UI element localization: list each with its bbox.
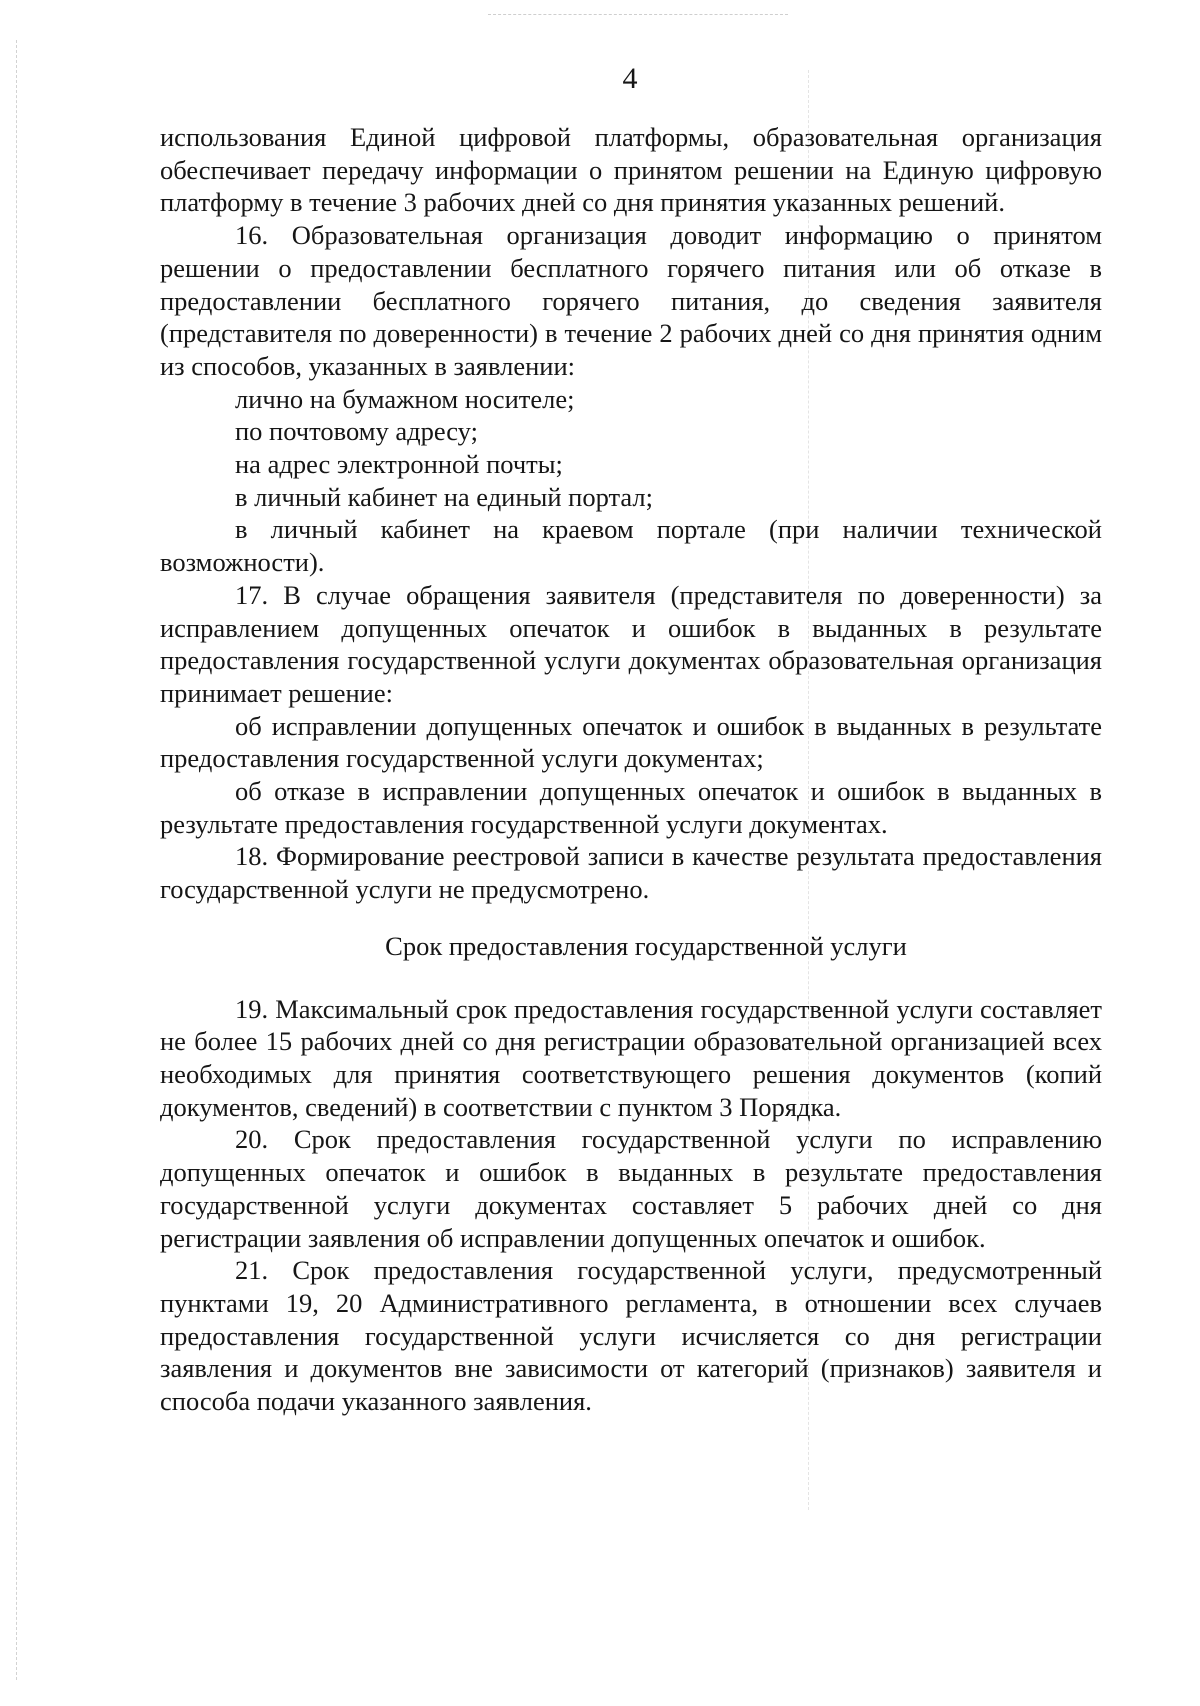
list-item-paper: лично на бумажном носителе; bbox=[235, 383, 575, 414]
paragraph-continuation: использования Единой цифровой платформы, образовательная организация обеспечивает передачу информации о принятом решении на Единую цифровую платформу в течение 3 рабочих дней со дня принятия указанных решений. bbox=[160, 122, 1102, 218]
list-item-email: на адрес электронной почты; bbox=[235, 449, 563, 480]
paragraph-21: 21. Срок предоставления государственной услуги, предусмотренный пунктами 19, 20 Административного регламента, в отношении всех случаев предоставления государственной услуги исчисляется со дня регистрации заявления и документов вне зависимости от категорий (признаков) заявителя и способа подачи указанного заявления. bbox=[160, 1255, 1102, 1417]
section-heading: Срок предоставления государственной услуги bbox=[385, 930, 907, 961]
page-number: 4 bbox=[622, 62, 638, 95]
list-item-unified-portal: в личный кабинет на единый портал; bbox=[235, 481, 653, 512]
paragraph-20: 20. Срок предоставления государственной услуги по исправлению допущенных опечаток и ошибок в выданных в результате предоставления государственной услуги документах составляет 5 рабочих дней со дня регистрации заявления об исправлении допущенных опечаток и ошибок. bbox=[160, 1124, 1102, 1253]
list-item-postal: по почтовому адресу; bbox=[235, 416, 478, 447]
paragraph-17: 17. В случае обращения заявителя (представителя по доверенности) за исправлением допущенных опечаток и ошибок в выданных в результате предоставления государственной услуги документах образовательная организация принимает решение: bbox=[160, 579, 1102, 708]
paragraph-18: 18. Формирование реестровой записи в качестве результата предоставления государственной услуги не предусмотрено. bbox=[160, 841, 1102, 905]
scan-artifact-top bbox=[488, 14, 788, 19]
scan-artifact-left bbox=[16, 40, 17, 1680]
decision-refusal: об отказе в исправлении допущенных опечаток и ошибок в выданных в результате предоставления государственной услуги документах. bbox=[160, 776, 1102, 839]
paragraph-16: 16. Образовательная организация доводит информацию о принятом решении о предоставлении бесплатного горячего питания или об отказе в предоставлении бесплатного горячего питания, до сведения заявителя (представителя по доверенности) в течение 2 рабочих дней со дня принятия одним из способов, указанных в заявлении: bbox=[160, 220, 1102, 381]
decision-correction: об исправлении допущенных опечаток и ошибок в выданных в результате предоставления государственной услуги документах; bbox=[160, 710, 1102, 774]
paragraph-19: 19. Максимальный срок предоставления государственной услуги составляет не более 15 рабочих дней со дня регистрации образовательной организацией всех необходимых для принятия соответствующего решения документов (копий документов, сведений) в соответствии с пунктом 3 Порядка. bbox=[160, 993, 1102, 1122]
document-body bbox=[160, 121, 1102, 1418]
list-item-regional-portal: в личный кабинет на краевом портале (при наличии технической возможности). bbox=[160, 514, 1102, 578]
